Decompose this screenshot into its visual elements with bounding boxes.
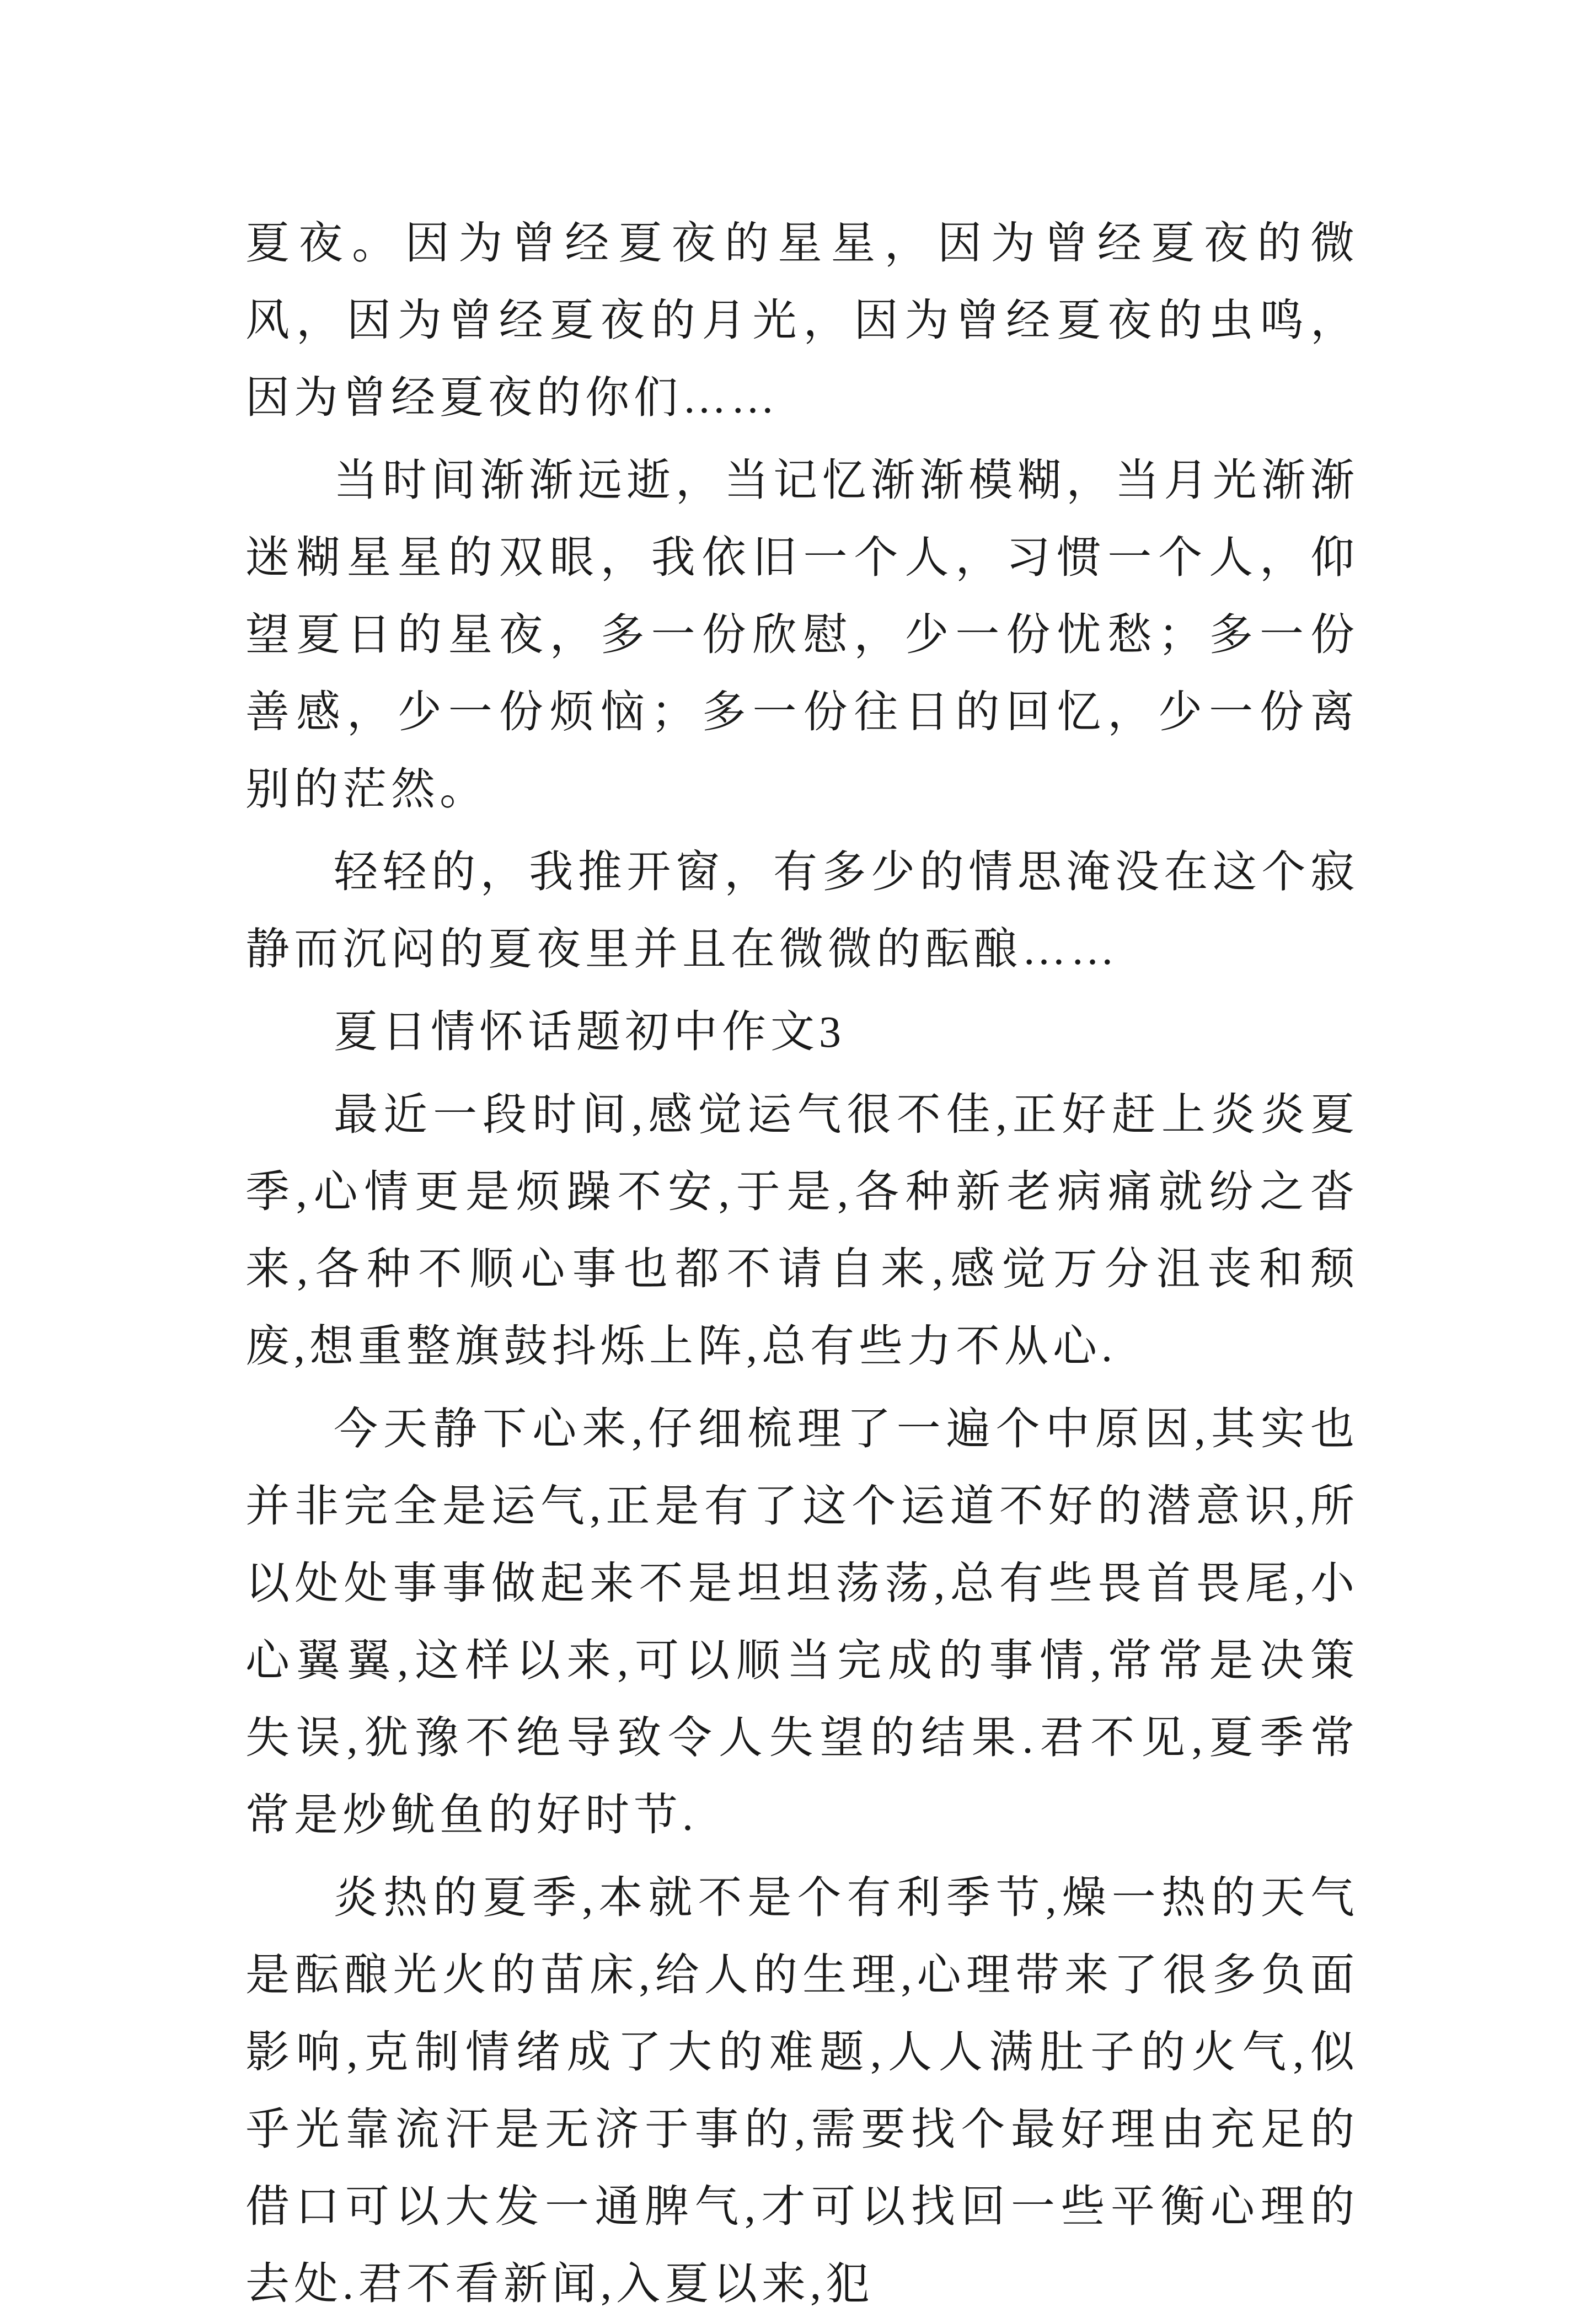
paragraph-1: 夏夜。因为曾经夏夜的星星，因为曾经夏夜的微风，因为曾经夏夜的月光，因为曾经夏夜的虫鸣，因为曾经夏夜的你们…… xyxy=(245,220,1359,422)
paragraph-6: 今天静下心来,仔细梳理了一遍个中原因,其实也并非完全是运气,正是有了这个运道不好的潜意识,所以处处事事做起来不是坦坦荡荡,总有些畏首畏尾,小心翼翼,这样以来,可以顺当完成的事情,常常是决策失误,犹豫不绝导致令人失望的结果.君不见,夏季常常是炒鱿鱼的好时节. xyxy=(245,1405,1359,1840)
paragraph-5: 最近一段时间,感觉运气很不佳,正好赶上炎炎夏季,心情更是烦躁不安,于是,各种新老病痛就纷之沓来,各种不顺心事也都不请自来,感觉万分沮丧和颓废,想重整旗鼓抖烁上阵,总有些力不从心. xyxy=(245,1091,1359,1371)
paragraph-2: 当时间渐渐远逝，当记忆渐渐模糊，当月光渐渐迷糊星星的双眼，我依旧一个人，习惯一个人，仰望夏日的星夜，多一份欣慰，少一份忧愁；多一份善感，少一份烦恼；多一份往日的回忆，少一份离别的茫然。 xyxy=(245,457,1359,814)
section-heading: 夏日情怀话题初中作文3 xyxy=(334,1008,845,1057)
paragraph-7: 炎热的夏季,本就不是个有利季节,燥一热的天气是酝酿光火的苗床,给人的生理,心理带来了很多负面影响,克制情绪成了大的难题,人人满肚子的火气,似乎光靠流汗是无济于事的,需要找个最好理由充足的借口可以大发一通脾气,才可以找回一些平衡心理的去处.君不看新闻,入夏以来,犯 xyxy=(245,1874,1359,2309)
paragraph-3: 轻轻的，我推开窗，有多少的情思淹没在这个寂静而沉闷的夏夜里并且在微微的酝酿…… xyxy=(245,848,1359,974)
